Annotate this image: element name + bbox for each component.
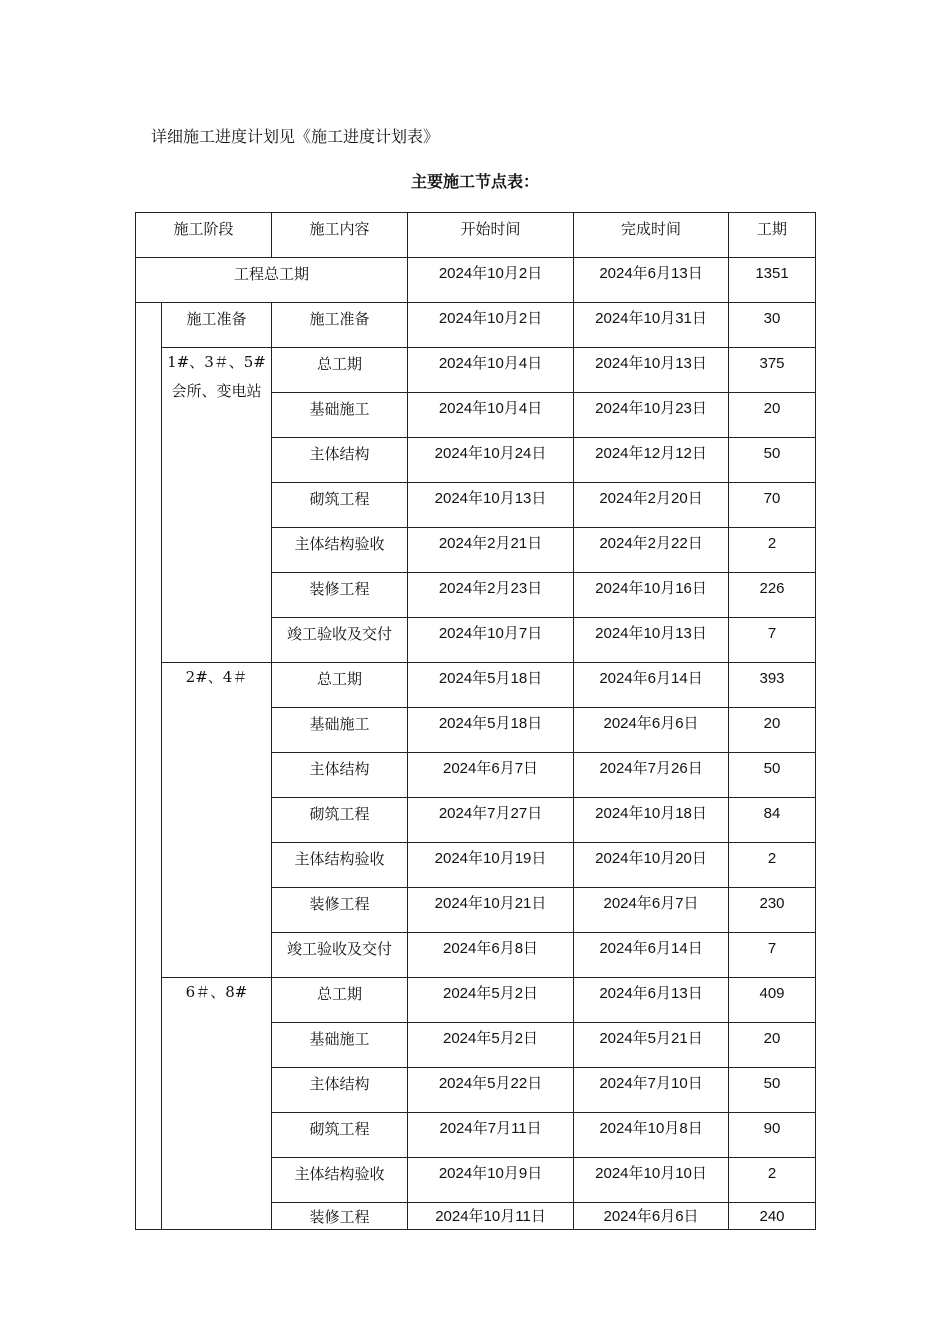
- schedule-table: [135, 212, 816, 1230]
- content-cell: 主体结构验收: [272, 528, 408, 573]
- end-date-cell: 2024年6月14日: [574, 933, 729, 978]
- start-date-cell: 2024年10月9日: [408, 1158, 574, 1203]
- content-cell: 基础施工: [272, 1023, 408, 1068]
- content-cell: 装修工程: [272, 573, 408, 618]
- start-date-cell: 2024年5月22日: [408, 1068, 574, 1113]
- start-date-cell: 2024年5月2日: [408, 978, 574, 1023]
- end-date-cell: 2024年10月20日: [574, 843, 729, 888]
- start-date-cell: 2024年10月13日: [408, 483, 574, 528]
- content-cell: 总工期: [272, 978, 408, 1023]
- end-date-cell: 2024年10月8日: [574, 1113, 729, 1158]
- total-label: 工程总工期: [136, 258, 408, 303]
- stage-cell: 1#、3＃、5#会所、变电站: [162, 348, 272, 663]
- duration-cell: 70: [729, 483, 816, 528]
- start-date-cell: 2024年10月4日: [408, 348, 574, 393]
- end-date-cell: 2024年10月13日: [574, 618, 729, 663]
- end-date-cell: 2024年6月14日: [574, 663, 729, 708]
- content-cell: 主体结构验收: [272, 843, 408, 888]
- header-start: 开始时间: [408, 213, 574, 258]
- content-cell: 主体结构: [272, 1068, 408, 1113]
- end-date-cell: 2024年2月20日: [574, 483, 729, 528]
- start-date-cell: 2024年10月7日: [408, 618, 574, 663]
- end-date-cell: 2024年6月13日: [574, 978, 729, 1023]
- start-date-cell: 2024年7月27日: [408, 798, 574, 843]
- end-date-cell: 2024年6月6日: [574, 708, 729, 753]
- duration-cell: 20: [729, 393, 816, 438]
- duration-cell: 2: [729, 1158, 816, 1203]
- intro-text: 详细施工进度计划见《施工进度计划表》: [151, 127, 440, 146]
- duration-cell: 375: [729, 348, 816, 393]
- duration-cell: 226: [729, 573, 816, 618]
- duration-cell: 2: [729, 843, 816, 888]
- content-cell: 装修工程: [272, 888, 408, 933]
- content-cell: 主体结构验收: [272, 1158, 408, 1203]
- table-row: [136, 663, 816, 708]
- stage-cell: 6＃、8#: [162, 978, 272, 1230]
- end-date-cell: 2024年12月12日: [574, 438, 729, 483]
- start-date-cell: 2024年10月21日: [408, 888, 574, 933]
- duration-cell: 7: [729, 933, 816, 978]
- end-date-cell: 2024年10月18日: [574, 798, 729, 843]
- content-cell: 主体结构: [272, 753, 408, 798]
- content-cell: 装修工程: [272, 1203, 408, 1230]
- total-start: 2024年10月2日: [408, 258, 574, 303]
- duration-cell: 20: [729, 1023, 816, 1068]
- end-date-cell: 2024年7月26日: [574, 753, 729, 798]
- duration-cell: 2: [729, 528, 816, 573]
- duration-cell: 50: [729, 1068, 816, 1113]
- prep-days: 30: [729, 303, 816, 348]
- start-date-cell: 2024年6月7日: [408, 753, 574, 798]
- duration-cell: 240: [729, 1203, 816, 1230]
- content-cell: 主体结构: [272, 438, 408, 483]
- start-date-cell: 2024年7月11日: [408, 1113, 574, 1158]
- table-row: [136, 978, 816, 1023]
- prep-end: 2024年10月31日: [574, 303, 729, 348]
- header-stage: 施工阶段: [136, 213, 272, 258]
- start-date-cell: 2024年2月21日: [408, 528, 574, 573]
- header-end: 完成时间: [574, 213, 729, 258]
- end-date-cell: 2024年5月21日: [574, 1023, 729, 1068]
- content-cell: 竣工验收及交付: [272, 618, 408, 663]
- duration-cell: 230: [729, 888, 816, 933]
- prep-row: [136, 303, 816, 348]
- content-cell: 基础施工: [272, 708, 408, 753]
- prep-start: 2024年10月2日: [408, 303, 574, 348]
- blank-column: [136, 303, 162, 1230]
- table-row: [136, 348, 816, 393]
- total-end: 2024年6月13日: [574, 258, 729, 303]
- duration-cell: 409: [729, 978, 816, 1023]
- content-cell: 砌筑工程: [272, 483, 408, 528]
- table-title: 主要施工节点表：: [410, 172, 539, 191]
- total-row: [136, 258, 816, 303]
- content-cell: 总工期: [272, 663, 408, 708]
- duration-cell: 50: [729, 753, 816, 798]
- prep-stage: 施工准备: [162, 303, 272, 348]
- end-date-cell: 2024年7月10日: [574, 1068, 729, 1113]
- content-cell: 总工期: [272, 348, 408, 393]
- content-cell: 基础施工: [272, 393, 408, 438]
- end-date-cell: 2024年10月10日: [574, 1158, 729, 1203]
- end-date-cell: 2024年10月23日: [574, 393, 729, 438]
- start-date-cell: 2024年10月19日: [408, 843, 574, 888]
- start-date-cell: 2024年5月18日: [408, 708, 574, 753]
- duration-cell: 393: [729, 663, 816, 708]
- start-date-cell: 2024年10月24日: [408, 438, 574, 483]
- header-duration: 工期: [729, 213, 816, 258]
- end-date-cell: 2024年10月13日: [574, 348, 729, 393]
- header-content: 施工内容: [272, 213, 408, 258]
- start-date-cell: 2024年2月23日: [408, 573, 574, 618]
- duration-cell: 7: [729, 618, 816, 663]
- start-date-cell: 2024年10月11日: [408, 1203, 574, 1230]
- start-date-cell: 2024年6月8日: [408, 933, 574, 978]
- start-date-cell: 2024年10月4日: [408, 393, 574, 438]
- duration-cell: 50: [729, 438, 816, 483]
- content-cell: 砌筑工程: [272, 1113, 408, 1158]
- duration-cell: 20: [729, 708, 816, 753]
- start-date-cell: 2024年5月2日: [408, 1023, 574, 1068]
- total-days: 1351: [729, 258, 816, 303]
- header-row: [136, 213, 816, 258]
- duration-cell: 84: [729, 798, 816, 843]
- stage-cell: 2#、4＃: [162, 663, 272, 978]
- end-date-cell: 2024年10月16日: [574, 573, 729, 618]
- prep-content: 施工准备: [272, 303, 408, 348]
- content-cell: 竣工验收及交付: [272, 933, 408, 978]
- start-date-cell: 2024年5月18日: [408, 663, 574, 708]
- end-date-cell: 2024年6月7日: [574, 888, 729, 933]
- content-cell: 砌筑工程: [272, 798, 408, 843]
- duration-cell: 90: [729, 1113, 816, 1158]
- end-date-cell: 2024年2月22日: [574, 528, 729, 573]
- end-date-cell: 2024年6月6日: [574, 1203, 729, 1230]
